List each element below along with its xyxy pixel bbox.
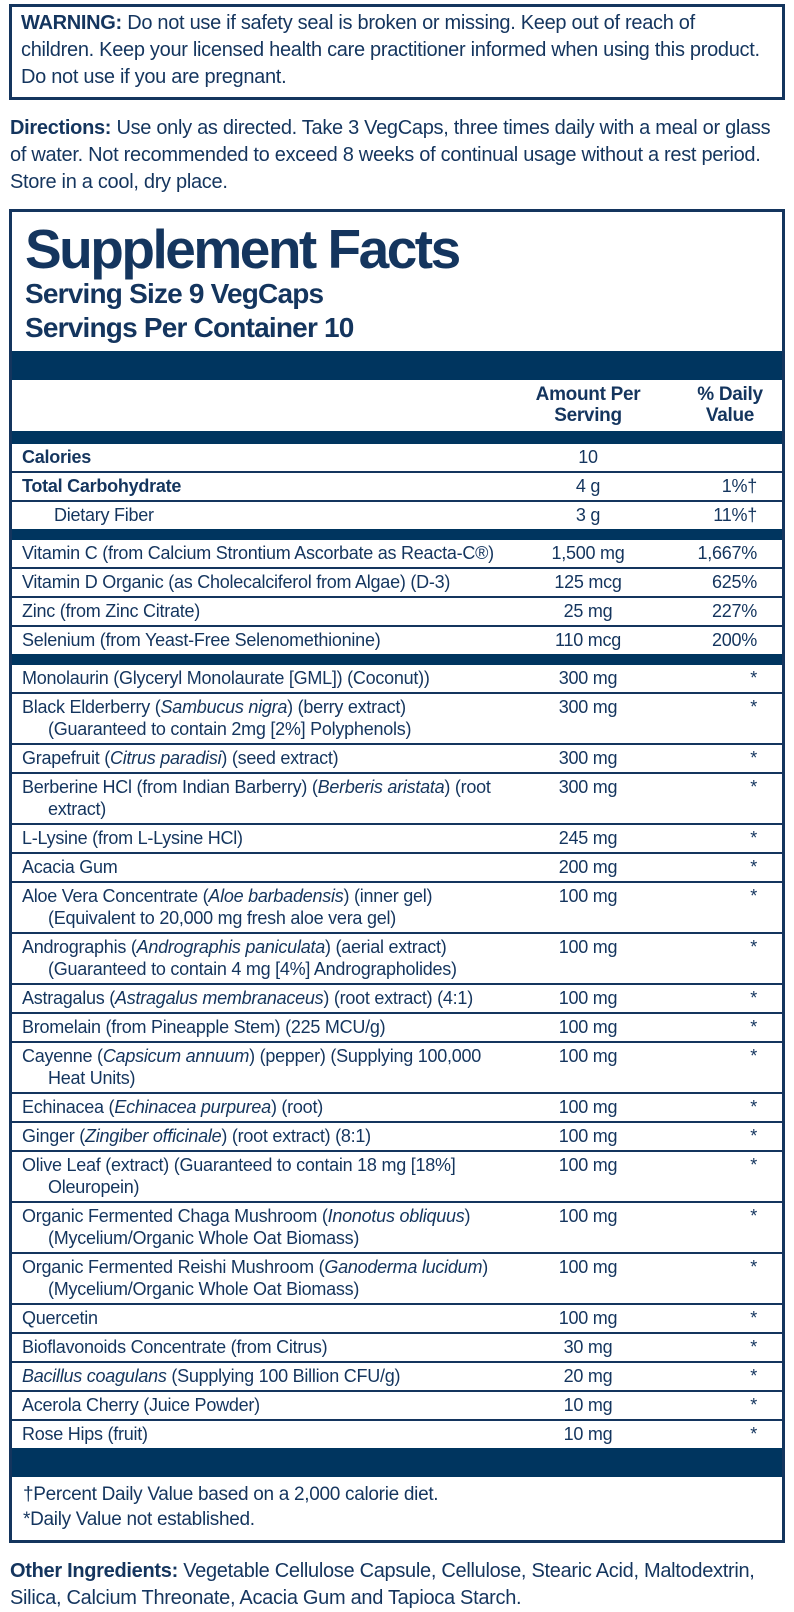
ingredient-name: Calories <box>22 447 92 468</box>
dv-value: * <box>750 668 757 689</box>
dv-value: * <box>750 988 757 1009</box>
ingredient-name: Monolaurin (Glyceryl Monolaurate [GML]) (Coconut)) <box>22 668 430 689</box>
table-row <box>12 1092 782 1121</box>
ingredient-name: Bromelain (from Pineapple Stem) (225 MCU/g) <box>22 1017 386 1038</box>
ingredient-name: Andrographis (Andrographis paniculata) (aerial extract) (Guaranteed to contain 4 mg [4%] Andrographolides) <box>22 937 457 980</box>
ingredient-name: Grapefruit (Citrus paradisi) (seed extract) <box>22 748 339 769</box>
table-row <box>12 1303 782 1332</box>
amount-value: 300 mg <box>558 777 618 798</box>
dv-value: * <box>750 1097 757 1118</box>
dv-value: * <box>750 1424 757 1445</box>
amount-value: 3 g <box>575 505 601 526</box>
botanical-rows <box>12 665 782 1448</box>
other-ingredients-label: Other Ingredients: <box>10 1560 178 1583</box>
directions <box>9 115 785 196</box>
serving-size: Serving Size 9 VegCaps <box>25 278 324 310</box>
table-row <box>12 500 782 529</box>
dv-value: * <box>750 828 757 849</box>
amount-value: 300 mg <box>558 748 618 769</box>
dv-value: * <box>750 697 757 718</box>
table-row <box>12 983 782 1012</box>
dv-value: * <box>750 1337 757 1358</box>
amount-value: 30 mg <box>563 1337 613 1358</box>
table-row <box>12 1361 782 1390</box>
amount-value: 100 mg <box>558 937 618 958</box>
table-row <box>12 1419 782 1448</box>
dv-value: * <box>750 1257 757 1278</box>
footnote-daily-value: †Percent Daily Value based on a 2,000 calorie diet. <box>23 1484 439 1506</box>
dv-value: * <box>750 1395 757 1416</box>
dv-value: 200% <box>711 630 757 651</box>
ingredient-name: Selenium (from Yeast-Free Selenomethionine) <box>22 630 381 651</box>
amount-value: 20 mg <box>563 1366 613 1387</box>
ingredient-name: Total Carbohydrate <box>22 476 182 497</box>
amount-value: 300 mg <box>558 697 618 718</box>
dv-value: 1,667% <box>697 543 757 564</box>
table-row <box>12 471 782 500</box>
ingredient-name: Quercetin <box>22 1308 98 1329</box>
amount-value: 4 g <box>575 476 601 497</box>
ingredient-name: Echinacea (Echinacea purpurea) (root) <box>22 1097 323 1118</box>
ingredient-name: Vitamin C (from Calcium Strontium Ascorbate as Reacta-C®) <box>22 543 494 564</box>
amount-value: 100 mg <box>558 1046 618 1067</box>
column-headers <box>12 380 782 431</box>
ingredient-name: Zinc (from Zinc Citrate) <box>22 601 201 622</box>
ingredient-name: Dietary Fiber <box>54 505 154 526</box>
panel-title: Supplement Facts <box>25 218 459 280</box>
vitamin-mineral-rows <box>12 540 782 654</box>
dv-value: * <box>750 857 757 878</box>
amount-value: 10 mg <box>563 1395 613 1416</box>
amount-value: 100 mg <box>558 1155 618 1176</box>
servings-per-container: Servings Per Container 10 <box>25 312 354 344</box>
amount-value: 200 mg <box>558 857 618 878</box>
table-row <box>12 665 782 692</box>
table-row <box>12 444 782 471</box>
ingredient-name: Rose Hips (fruit) <box>22 1424 148 1445</box>
table-row <box>12 625 782 654</box>
amount-value: 100 mg <box>558 1206 618 1227</box>
dv-value: * <box>750 1155 757 1176</box>
amount-value: 100 mg <box>558 1097 618 1118</box>
amount-value: 110 mcg <box>555 630 621 651</box>
amount-value: 300 mg <box>558 668 618 689</box>
section-bar-headers <box>12 431 782 444</box>
other-ingredients-text: Vegetable Cellulose Capsule, Cellulose, Stearic Acid, Maltodextrin, Silica, Calcium Threonate, Acacia Gum and Tapioca Starch. <box>10 1560 755 1610</box>
ingredient-name: Organic Fermented Reishi Mushroom (Ganoderma lucidum) (Mycelium/Organic Whole Oat Biomass) <box>22 1257 488 1300</box>
panel-header <box>12 212 782 351</box>
amount-value: 100 mg <box>558 886 618 907</box>
dv-value: * <box>750 1046 757 1067</box>
amount-value: 125 mcg <box>554 572 622 593</box>
table-row <box>12 567 782 596</box>
dv-value: 227% <box>711 601 757 622</box>
ingredient-name: Black Elderberry (Sambucus nigra) (berry extract) (Guaranteed to contain 2mg [2%] Polyphenols) <box>22 697 412 740</box>
table-row <box>12 823 782 852</box>
table-row <box>12 1252 782 1303</box>
dv-value: * <box>750 748 757 769</box>
dv-value: * <box>750 1366 757 1387</box>
table-row <box>12 540 782 567</box>
table-row <box>12 772 782 823</box>
ingredient-name: Aloe Vera Concentrate (Aloe barbadensis) (inner gel) (Equivalent to 20,000 mg fresh aloe vera gel) <box>22 886 433 929</box>
ingredient-name: Astragalus (Astragalus membranaceus) (root extract) (4:1) <box>22 988 473 1009</box>
warning-label: WARNING: <box>21 12 122 34</box>
ingredient-name: Cayenne (Capsicum annuum) (pepper) (Supplying 100,000 Heat Units) <box>22 1046 482 1089</box>
amount-value: 100 mg <box>558 988 618 1009</box>
directions-text: Use only as directed. Take 3 VegCaps, three times daily with a meal or glass of water. Not recommended to exceed 8 weeks of continual usage without a rest period. Store in a cool, dry place. <box>10 117 771 193</box>
ingredient-name: Ginger (Zingiber officinale) (root extract) (8:1) <box>22 1126 371 1147</box>
supplement-facts-panel <box>9 209 785 1543</box>
ingredient-name: Berberine HCl (from Indian Barberry) (Berberis aristata) (root extract) <box>22 777 491 820</box>
ingredient-name: Olive Leaf (extract) (Guaranteed to contain 18 mg [18%] Oleuropein) <box>22 1155 456 1198</box>
warning-text: Do not use if safety seal is broken or missing. Keep out of reach of children. Keep your licensed health care practitioner informed when using this product. Do not use if you are pregnant. <box>21 12 760 88</box>
nutrient-rows <box>12 444 782 529</box>
section-bar-nutrients <box>12 529 782 540</box>
ingredient-name: Organic Fermented Chaga Mushroom (Inonotus obliquus) (Mycelium/Organic Whole Oat Biomass) <box>22 1206 471 1249</box>
table-row <box>12 1201 782 1252</box>
amount-value: 100 mg <box>558 1017 618 1038</box>
amount-value: 245 mg <box>558 828 618 849</box>
table-row <box>12 692 782 743</box>
amount-value: 100 mg <box>558 1257 618 1278</box>
table-row <box>12 1332 782 1361</box>
amount-value: 100 mg <box>558 1308 618 1329</box>
amount-value: 10 mg <box>563 1424 613 1445</box>
dv-value: * <box>750 777 757 798</box>
section-bar-top <box>12 351 782 380</box>
dv-value: 625% <box>711 572 757 593</box>
dv-value: * <box>750 1206 757 1227</box>
percent-daily-value-header: % Daily Value <box>697 384 763 427</box>
warning-box <box>9 4 785 100</box>
ingredient-name: Bacillus coagulans (Supplying 100 Billion CFU/g) <box>22 1366 401 1387</box>
amount-value: 100 mg <box>558 1126 618 1147</box>
table-row <box>12 1121 782 1150</box>
dv-value: 1%† <box>721 476 757 497</box>
ingredient-name: Bioflavonoids Concentrate (from Citrus) <box>22 1337 328 1358</box>
ingredient-name: Acerola Cherry (Juice Powder) <box>22 1395 260 1416</box>
ingredient-name: Acacia Gum <box>22 857 118 878</box>
ingredient-name: Vitamin D Organic (as Cholecalciferol from Algae) (D-3) <box>22 572 451 593</box>
table-row <box>12 881 782 932</box>
directions-label: Directions: <box>10 117 112 139</box>
table-row <box>12 596 782 625</box>
dv-value: * <box>750 886 757 907</box>
table-row <box>12 932 782 983</box>
table-row <box>12 1041 782 1092</box>
dv-value: 11%† <box>713 505 757 526</box>
amount-value: 1,500 mg <box>551 543 625 564</box>
table-row <box>12 1012 782 1041</box>
section-bar-vitamins <box>12 654 782 665</box>
table-row <box>12 743 782 772</box>
amount-per-serving-header: Amount Per Serving <box>535 384 641 427</box>
footnotes <box>12 1477 782 1540</box>
amount-value: 25 mg <box>563 601 613 622</box>
table-row <box>12 1150 782 1201</box>
dv-value: * <box>750 1017 757 1038</box>
table-row <box>12 1390 782 1419</box>
ingredient-name: L-Lysine (from L-Lysine HCl) <box>22 828 243 849</box>
amount-value: 10 <box>578 447 598 468</box>
dv-value: * <box>750 1126 757 1147</box>
dv-value: * <box>750 1308 757 1329</box>
table-row <box>12 852 782 881</box>
dv-value: * <box>750 937 757 958</box>
footnote-not-established: *Daily Value not established. <box>23 1509 255 1531</box>
section-bar-bottom <box>12 1448 782 1477</box>
other-ingredients <box>9 1558 785 1612</box>
